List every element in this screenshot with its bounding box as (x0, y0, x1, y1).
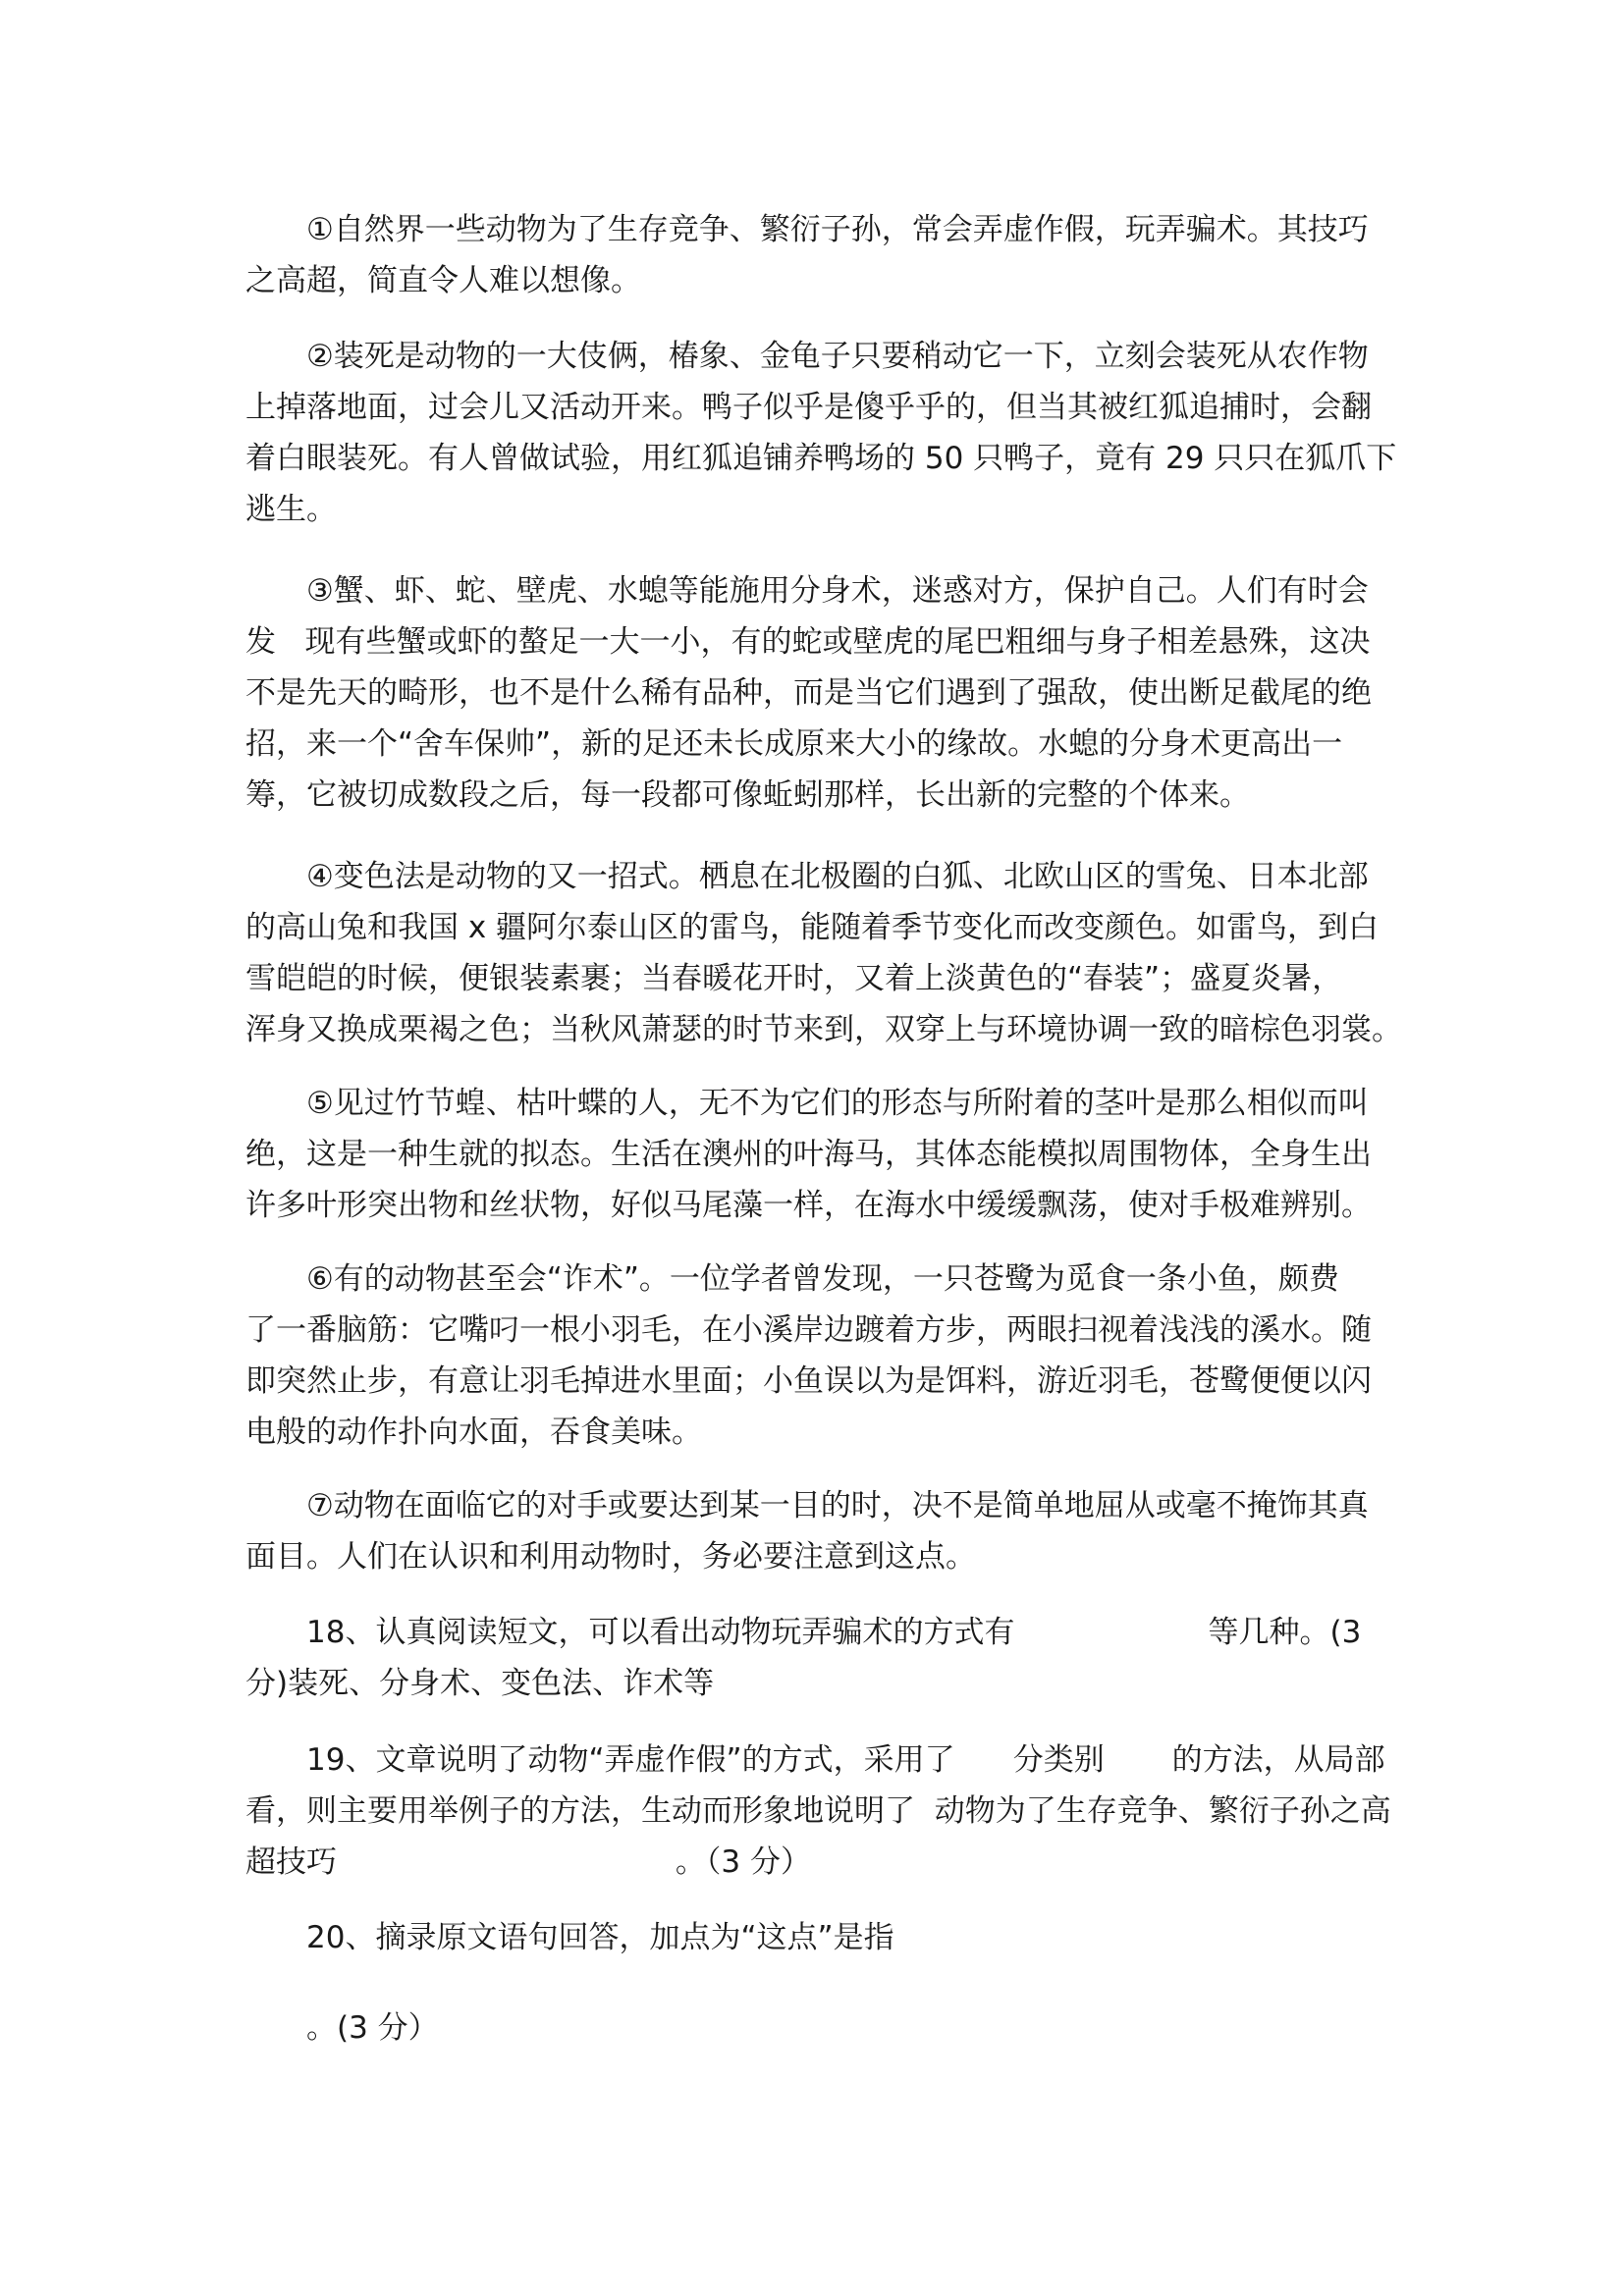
paragraph-6 (245, 1254, 1384, 1458)
text-line: 上掉落地面，过会儿又活动开来。鸭子似乎是傻乎乎的，但当其被红狐追捕时，会翻 (245, 390, 1372, 425)
text-line: 18、认真阅读短文，可以看出动物玩弄骗术的方式有 等几种。(3 (306, 1615, 1362, 1650)
text-line: 了一番脑筋：它嘴叼一根小羽毛，在小溪岸边踱着方步，两眼扫视着浅浅的溪水。随 (245, 1312, 1372, 1348)
paragraph-3 (245, 565, 1384, 821)
question-20 (245, 1912, 1384, 1963)
text-line: 不是先天的畸形，也不是什么稀有品种，而是当它们遇到了强敌，使出断足截尾的绝 (245, 675, 1372, 711)
text-line: 筹，它被切成数段之后，每一段都可像蚯蚓那样，长出新的完整的个体来。 (245, 777, 1250, 813)
text-line: 招，来一个“舍车保帅”，新的足还未长成原来大小的缘故。水螅的分身术更高出一 (245, 726, 1343, 762)
paragraph-5 (245, 1078, 1384, 1231)
text-line: 浑身又换成栗褐之色；当秋风萧瑟的时节来到，双穿上与环境协调一致的暗棕色羽裳。 (245, 1012, 1402, 1047)
text-line: 面目。人们在认识和利用动物时，务必要注意到这点。 (245, 1539, 976, 1575)
paragraph-4 (245, 851, 1402, 1055)
question-20-tail (245, 2002, 1384, 2054)
text-line: 看，则主要用举例子的方法，生动而形象地说明了 动物为了生存竞争、繁衍子孙之高 (245, 1793, 1391, 1829)
text-line: 。(3 分） (306, 2010, 439, 2046)
text-line: ①自然界一些动物为了生存竞争、繁衍子孙，常会弄虚作假，玩弄骗术。其技巧 (306, 212, 1369, 247)
text-line: 发 现有些蟹或虾的螯足一大一小，有的蛇或壁虎的尾巴粗细与身子相差悬殊，这决 (245, 624, 1371, 660)
text-line: 之高超，简直令人难以想像。 (245, 263, 641, 298)
text-line: 电般的动作扑向水面，吞食美味。 (245, 1415, 702, 1450)
paragraph-1 (245, 204, 1384, 306)
text-line: 超技巧 。（3 分） (245, 1844, 811, 1880)
text-line: ⑦动物在面临它的对手或要达到某一目的时，决不是简单地屈从或毫不掩饰其真 (306, 1488, 1369, 1523)
text-line: ③蟹、虾、蛇、壁虎、水螅等能施用分身术，迷惑对方，保护自己。人们有时会 (306, 573, 1369, 609)
paragraph-2 (245, 331, 1397, 535)
text-line: ⑤见过竹节蝗、枯叶蝶的人，无不为它们的形态与所附着的茎叶是那么相似而叫 (306, 1086, 1369, 1121)
text-line: ④变色法是动物的又一招式。栖息在北极圈的白狐、北欧山区的雪兔、日本北部 (306, 859, 1369, 894)
paragraph-7 (245, 1480, 1384, 1582)
text-line: 逃生。 (245, 492, 337, 527)
text-line: 着白眼装死。有人曾做试验，用红狐追铺养鸭场的 50 只鸭子，竟有 29 只只在狐爪下 (245, 441, 1397, 476)
question-18 (245, 1607, 1384, 1709)
text-line: 绝，这是一种生就的拟态。生活在澳州的叶海马，其体态能模拟周围物体，全身生出 (245, 1137, 1372, 1172)
question-19 (245, 1735, 1391, 1888)
text-line: 即突然止步，有意让羽毛掉进水里面；小鱼误以为是饵料，游近羽毛，苍鹭便便以闪 (245, 1363, 1372, 1399)
text-line: 19、文章说明了动物“弄虚作假”的方式，采用了 分类别 的方法，从局部 (306, 1742, 1385, 1778)
text-line: ②装死是动物的一大伎俩，椿象、金龟子只要稍动它一下，立刻会装死从农作物 (306, 339, 1369, 374)
answer-line: 分)装死、分身术、变色法、诈术等 (245, 1666, 715, 1701)
text-line: 的高山兔和我国 x 疆阿尔泰山区的雷鸟，能随着季节变化而改变颜色。如雷鸟，到白 (245, 910, 1380, 945)
text-line: ⑥有的动物甚至会“诈术”。一位学者曾发现，一只苍鹭为觅食一条小鱼，颇费 (306, 1261, 1339, 1297)
text-line: 许多叶形突出物和丝状物，好似马尾藻一样，在海水中缓缓飘荡，使对手极难辨别。 (245, 1188, 1372, 1223)
text-line: 雪皑皑的时候，便银装素裹；当春暖花开时，又着上淡黄色的“春装”；盛夏炎暑， (245, 961, 1343, 996)
text-line: 20、摘录原文语句回答，加点为“这点”是指 (306, 1920, 894, 1955)
